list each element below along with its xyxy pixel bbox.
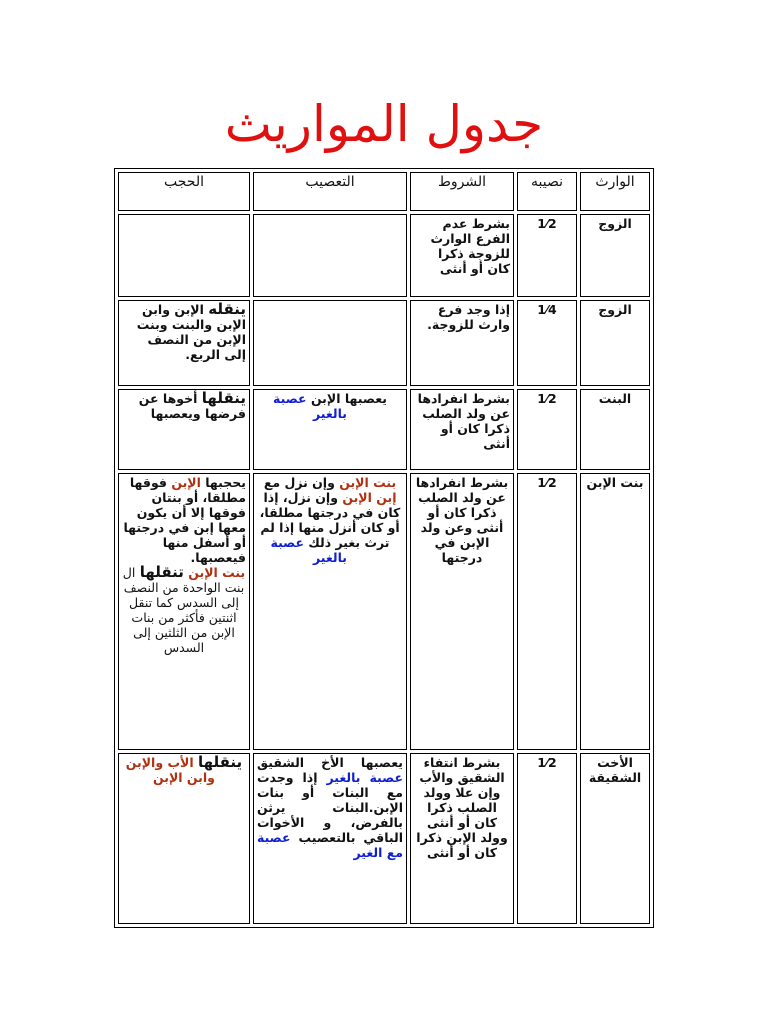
asib-text: يعصبها الإبن [310,390,387,406]
table-row [118,389,650,470]
cell-hajb [118,389,250,470]
page-title: جدول المواريث [224,95,544,153]
cell-conditions: بشرط انتفاء الشقيق والأب وإن علا وولد الصلب ذكرا كان أو أنثى وولد الإبن ذكرا كان أو أنثى [410,753,514,924]
hajb-sub [122,565,246,655]
table-row [118,214,650,297]
cell-heir: البنت [580,389,650,470]
asib-part: وإن نزل مع [263,475,335,491]
cell-conditions: بشرط انفرادها عن ولد الصلب ذكرا كان أو أنثى [410,389,514,470]
cell-share: 1⁄2 [517,753,577,924]
asib-part: إبن الإبن [342,490,397,506]
asib-part: إذا وجدت مع البنات أو بنات الإبن.البنات يرثن بالفرض، و الأخوات الباقي بالتعصيب [257,769,403,845]
cell-heir: الأخت الشقيقة [580,753,650,924]
cell-conditions: بشرط عدم الفرع الوارث للزوجة ذكرا كان أو أنثى [410,214,514,297]
hajb-red: الأب والإبن وابن الإبن [125,754,215,785]
asib-tag: عصبة مع الغير [257,829,403,860]
header-asib: التعصيب [253,172,407,211]
asib-tag: عصبة بالغير [270,535,347,566]
asib-part: يعصبها الأخ الشقيق [257,754,403,770]
cell-heir: بنت الإبن [580,473,650,750]
cell-asib [253,753,407,924]
cell-share: 1⁄2 [517,214,577,297]
table-row [118,473,650,750]
hajb-verb: تنقلها [139,563,184,582]
hajb-text: ال بنت الواحدة من النصف إلى السدس كما تنقل اثنتين فأكثر من بنات الإبن من الثلثين إلى السدس [122,565,245,656]
cell-heir: الزوج [580,214,650,297]
cell-hajb [118,300,250,386]
asib-part: وإن نزل، إذا كان في درجتها مطلقا، أو كان أنزل منها إذا لم ترث بغير ذلك [259,490,401,551]
hajb-text: الإبن وابن الإبن والبنت وبنت الإبن من النصف إلى الربع. [136,302,246,363]
hajb-text: فوقها مطلقا، أو بنتان فوقها إلا أن يكون معها إبن في درجتها أو أسفل منها فيعصبها. [123,475,246,566]
header-conditions: الشروط [410,172,514,211]
hajb-text: أخوها عن فرضها ويعصبها [138,390,246,421]
hajb-verb: ينقلها [197,752,243,771]
header-row [118,172,650,211]
table-row [118,753,650,924]
cell-heir: الزوج [580,300,650,386]
header-share: نصيبه [517,172,577,211]
asib-tag: عصبة بالغير [273,390,347,421]
hajb-verb: ينقله [208,300,246,319]
cell-conditions: إذا وجد فرع وارث للزوجة. [410,300,514,386]
cell-asib [253,473,407,750]
header-heir: الوارث [580,172,650,211]
asib-tag: عصبة بالغير [326,769,403,785]
table-row [118,300,650,386]
cell-asib [253,389,407,470]
cell-hajb [118,473,250,750]
cell-hajb [118,214,250,297]
inheritance-table [114,168,654,928]
cell-asib [253,300,407,386]
header-hajb: الحجب [118,172,250,211]
hajb-red: الإبن [171,475,201,491]
cell-share: 1⁄2 [517,389,577,470]
hajb-verb: ينقلها [201,388,246,407]
asib-part: بنت الإبن [339,475,397,491]
cell-asib [253,214,407,297]
cell-share: 1⁄2 [517,473,577,750]
cell-hajb [118,753,250,924]
cell-share: 1⁄4 [517,300,577,386]
hajb-verb: يحجبها [205,475,246,491]
cell-conditions: بشرط انفرادها عن ولد الصلب ذكرا كان أو أنثى وعن ولد الإبن في درجتها [410,473,514,750]
hajb-red: بنت الإبن [188,565,246,581]
